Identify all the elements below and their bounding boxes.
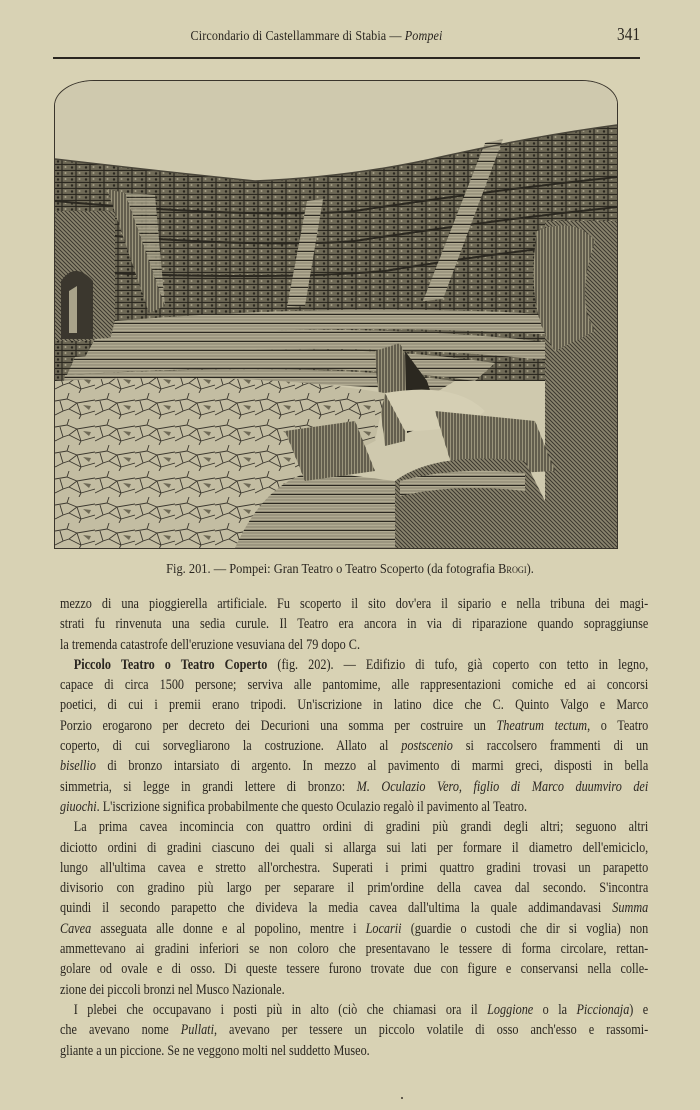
- paragraph: [60, 817, 648, 1000]
- text-line: [60, 675, 648, 695]
- running-title: Circondario di Castellammare di Stabia — Pompei: [190, 28, 443, 43]
- figure-caption: Fig. 201. — Pompei: Gran Teatro o Teatro Scoperto (da fotografia Brogi).: [166, 561, 534, 576]
- paragraph: [60, 655, 648, 817]
- text-line: [60, 878, 648, 898]
- text-line: [60, 594, 648, 614]
- paragraph: [60, 1000, 648, 1061]
- text-run: ammettevano ai gradini inferiori se non coloro che presentavano le tessere di forma circolare, rettan-: [60, 941, 649, 958]
- text-run: di bronzo intarsiato di argento. In mezzo al pavimento di marmi greci, disposti in bella: [95, 758, 649, 775]
- text-run: zione dei piccoli bronzi nel Musco Nazionale.: [60, 981, 285, 998]
- photo-credit: Brogi: [498, 561, 527, 576]
- text-run: coperto, di cui sorvegliarono la costruzione. Allato al: [60, 738, 402, 755]
- text-run: ) e: [629, 1001, 649, 1018]
- text-run: si raccolsero frammenti di un: [452, 738, 649, 755]
- text-run: poetici, di cui i premii erano tripodi. Un'iscrizione in latino dice che C. Quinto Valgo e Marco: [60, 697, 649, 714]
- text-run: golare od ovale e di osso. Di queste tessere furono trovate due con figure e conservansi nella colle-: [60, 961, 649, 978]
- text-run: La prima cavea incomincia con quattro ordini di gradini più grandi degli altri; seguono altri: [73, 819, 649, 836]
- text-run: quindi il secondo parapetto che divideva la media cavea dall'ultima la quale addimandavasi: [60, 900, 613, 917]
- page-header: [53, 24, 640, 52]
- text-line: [60, 838, 648, 858]
- text-line: [60, 614, 648, 634]
- text-line: [60, 1020, 648, 1040]
- italic-term: Pullati: [180, 1022, 214, 1039]
- text-run: mezzo di una pioggierella artificiale. Fu scoperto il sito dov'era il sipario e nella tribuna dei magi-: [60, 596, 649, 612]
- text-run: che avevano nome: [60, 1022, 181, 1039]
- figure-illustration: [54, 80, 618, 549]
- text-line: [60, 959, 648, 979]
- text-line: [60, 919, 648, 939]
- text-run: . L'iscrizione significa probabilmente che questo Oculazio regalò il pavimento al Teatro.: [96, 798, 527, 815]
- text-run: capace di circa 1500 persone; serviva alle pantomime, alle rappresentazioni comiche ed ai concorsi: [60, 677, 649, 694]
- text-line: [60, 858, 648, 878]
- italic-term: Locarii: [365, 920, 402, 937]
- text-line: [60, 635, 648, 655]
- text-line: [60, 939, 648, 959]
- text-run: (fig. 202). — Edifizio di tufo, già coperto con tetto in legno,: [267, 656, 649, 673]
- text-run: strati fu rinvenuta una sedia curule. Il Teatro era ancora in via di riparazione quando sopraggiunse: [60, 616, 649, 633]
- text-run: diciotto ordini di gradini ciascuno dei quali si allarga sui lati per formare il diametro dell'emiciclo,: [60, 839, 649, 856]
- text-line: [60, 695, 648, 715]
- text-line: [60, 1000, 648, 1020]
- text-run: I plebei che occupavano i posti più in alto (ciò che chiamasi ora il: [73, 1001, 488, 1018]
- text-line: [60, 817, 648, 837]
- text-run: gliante a un piccione. Se ne veggono molti nel suddetto Museo.: [60, 1042, 370, 1059]
- italic-term: Theatrum tectum: [496, 717, 588, 734]
- text-run: asseguata alle donne e al popolino, mentre i: [91, 920, 366, 937]
- text-run: , o Teatro: [587, 717, 649, 734]
- text-line: [60, 1041, 648, 1061]
- italic-term: Piccionaja: [576, 1001, 630, 1018]
- header-rule: [53, 57, 640, 59]
- body-text: [60, 594, 648, 1061]
- text-line: [60, 736, 648, 756]
- figure-label: Fig. 201.: [166, 561, 211, 576]
- italic-term: M. Oculazio Vero, figlio di Marco duumviro dei: [356, 778, 649, 795]
- theatre-engraving-image: [55, 81, 617, 548]
- text-run: o la: [533, 1001, 577, 1018]
- text-run: lungo all'ultima cavea e stretto all'orchestra. Superati i primi quattro gradini trovasi un parapetto: [60, 859, 649, 876]
- italic-term: Cavea: [60, 920, 92, 937]
- page-number: 341: [617, 24, 640, 44]
- text-line: [60, 980, 648, 1000]
- text-line: [60, 716, 648, 736]
- italic-term: postscenio: [401, 738, 453, 755]
- italic-term: bisellio: [60, 758, 96, 775]
- text-line: [60, 797, 648, 817]
- text-run: Porzio erogarono per decreto dei Decurioni una somma per costruire un: [60, 717, 497, 734]
- text-run: divisorio con gradino più largo per separare il prim'ordine della cavea dal secondo. S'incontra: [60, 880, 649, 897]
- text-run: (guardie o custodi che dir si voglia) non: [401, 920, 649, 937]
- italic-term: giuochi: [60, 798, 97, 815]
- print-speck: [401, 1097, 403, 1099]
- italic-term: Summa: [612, 900, 649, 917]
- text-run: , avevano per tessere un piccolo volatile di osso anch'esso e rassomi-: [213, 1022, 649, 1039]
- running-title-place: Pompei: [404, 28, 443, 43]
- paragraph: [60, 594, 648, 655]
- text-line: [60, 655, 648, 675]
- section-heading: Piccolo Teatro o Teatro Coperto: [73, 656, 268, 673]
- text-run: la tremenda catastrofe dell'eruzione vesuviana del 79 dopo C.: [60, 636, 361, 653]
- text-run: simmetria, si legge in grandi lettere di bronzo:: [60, 778, 357, 795]
- text-line: [60, 898, 648, 918]
- italic-term: Loggione: [487, 1001, 534, 1018]
- text-line: [60, 777, 648, 797]
- text-line: [60, 756, 648, 776]
